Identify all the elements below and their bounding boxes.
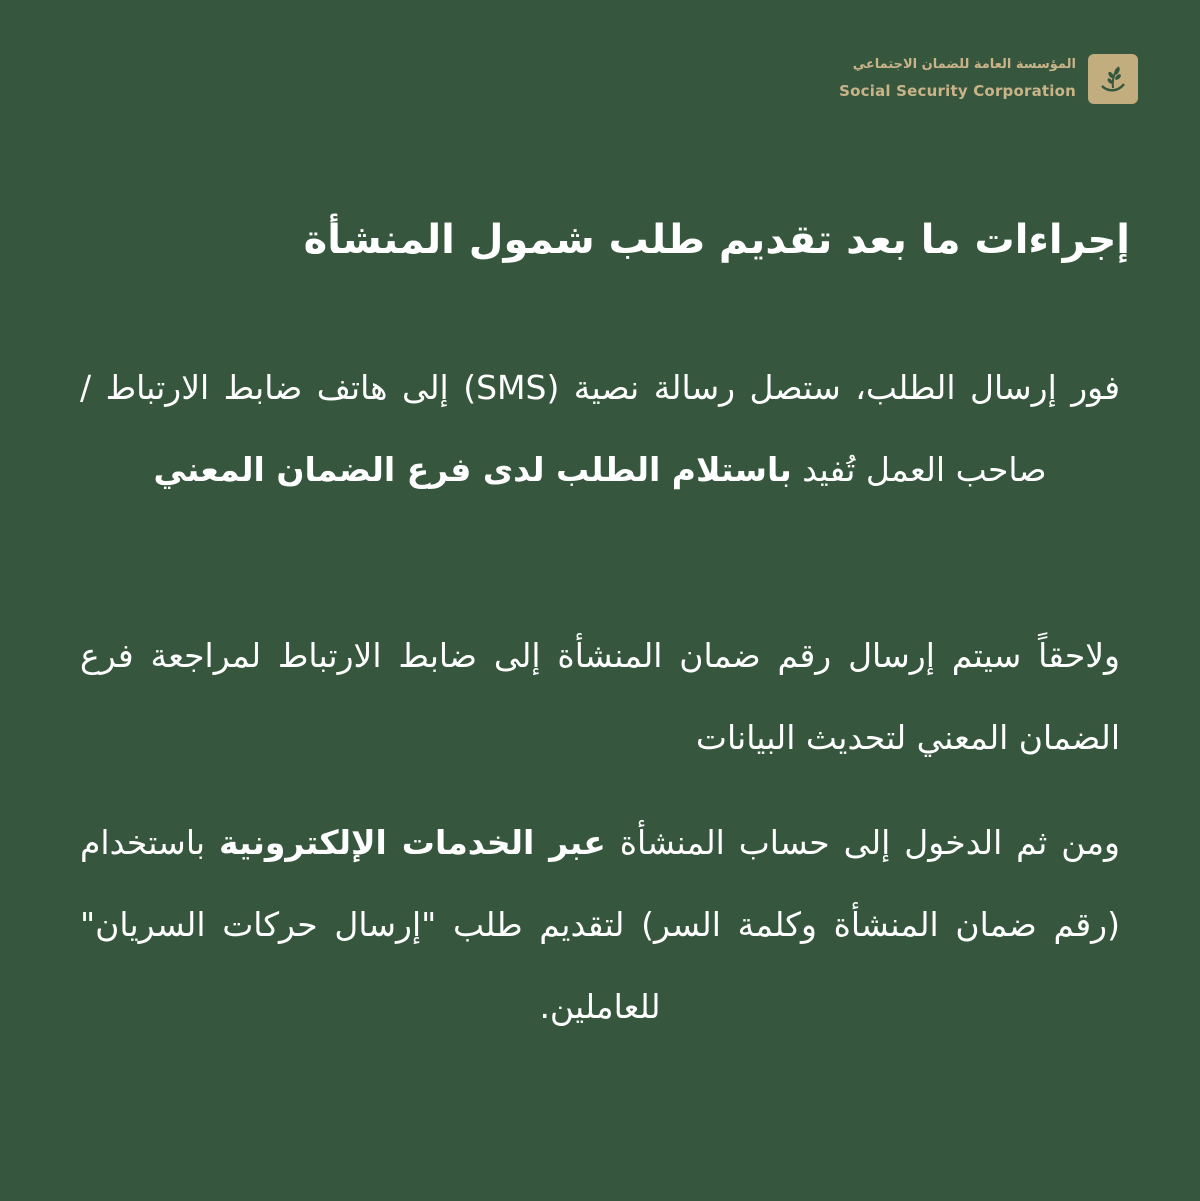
logo-arabic-name: المؤسسة العامة للضمان الاجتماعي [852,57,1076,72]
paragraph-3 [80,802,1120,1048]
paragraph-1-bold: باستلام الطلب لدى فرع الضمان المعني [153,450,792,489]
logo-english-name: Social Security Corporation [839,82,1076,100]
paragraph-1 [80,347,1120,511]
logo-text [839,56,1076,102]
title-part2: تقديم طلب شمول المنشأة [303,217,847,263]
paragraph-3-bold: عبر الخدمات الإلكترونية [219,823,606,862]
paragraph-3-text1: ومن ثم الدخول إلى حساب المنشأة [605,823,1120,862]
paragraph-2 [80,615,1120,779]
title-part1: إجراءات [960,217,1130,263]
ssc-logo [839,54,1138,104]
leaf-emblem-icon [1088,54,1138,104]
page-title [70,210,1130,270]
paragraph-2-text: ولاحقاً سيتم إرسال رقم ضمان المنشأة إلى ضابط الارتباط لمراجعة فرع الضمان المعني لتحديث البيانات [80,636,1120,757]
paragraph-1-text: فور إرسال الطلب، ستصل رسالة نصية (SMS) إلى هاتف ضابط الارتباط / صاحب العمل تُفيد [80,368,1120,489]
paragraph-3-text2: باستخدام (رقم ضمان المنشأة وكلمة السر) لتقديم طلب "إرسال حركات السريان" للعاملين. [80,823,1120,1026]
title-bold: ما بعد [846,217,961,263]
